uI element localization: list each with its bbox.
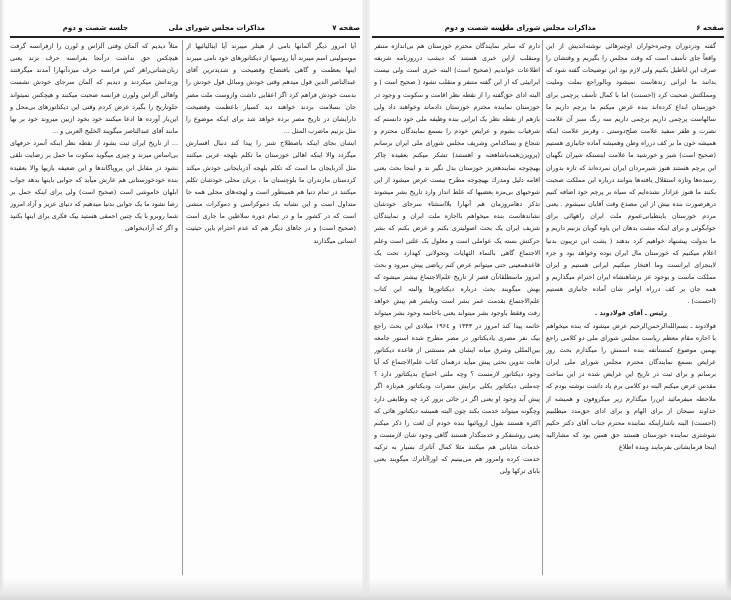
text-column-left xyxy=(374,40,540,575)
page-number: صفحه ۷ xyxy=(332,24,360,32)
session-title: جلسه شصت و دوم xyxy=(62,24,128,32)
scan-bottom-shadow xyxy=(0,578,731,600)
paragraph: آیا امروز دیگر آلمانها نامی از هیتلر میبرند آیا ایتالیائیها از موسولینی اسم میبرند آیا روسیها از دیکتاتورهای خود نامی میبرند اینها بعظمت و گاهی بافتضاح وفضیحت و شدیدترین آقای عبدالناصر الدین قول میدهم وقتی خودش وسائل قول خودش را بدست خودش فراهم کرد اگر اعقابی داشت وازوست ملت مصر جان بسلامت بردند خواهند دید کسیار باعظمت وفضیحت دارایشان در تاریخ مصر برده خواهد شد برای اینکه موضوع را مثل بزنیم ماضرب المثل ... xyxy=(186,42,356,136)
page-edge-right xyxy=(725,0,731,600)
header-rule xyxy=(10,36,360,38)
text-column-right xyxy=(186,40,356,575)
session-title: جلسه شصت و دوم xyxy=(444,24,510,32)
speaker-heading: رئیس ـ آقای فولادوند . xyxy=(594,309,668,318)
paragraph: گفته ودردوران وجیره‌خواران اوچیزهائی نوشته‌اندیش از این واقعاً جای تأسف است که وقت مجلس را بگیریم و وقتشان را صرف این اباطیل بکنیم ولی لازم بود این توضیحات گفته شود که بدانند ما ایرانی زندهاست نمیشود وبالوراجع بملت وملیت ومملکتش صحبت کرد (احسنت) اما با کمال تأسف پرچمی برای خوزستان ابداع کرده‌اند بنده عرض میکنم ما پرچم داریم ما سالهاست پرچمی داریم پرچمی داریم سه رنگ سبز آن علامت نصرت و ظفر سفید علامت صلح‌دوستی ، وقرمز علامت اینکه همیشه خون ما بر کف درراه وطن وهمیشه آماده جانبازی هستیم (صحیح است) شیر و خورشید ما علامت اینستکه شیران نگهبان این پرچم هستند هنوز شیرمردان ایران نمرده‌اند که تازه بدوران رسیده‌ها وتازه استقلال یافته‌ها بتوانند درباره این مملکت صحبت بکنند ما هنوز عزادار نشده‌ایم که سیاه بر پرچم خود اضافه کنیم درهرصورت بنده بیش از این مصدع وقت آقایان نمیشوم . یعنی مردم خوزستان باینطیانی‌عموم ملت ایران راههائی برای جوابگوئی و برای اینکه مشت بدهان این یاوه گویان بزنیم داریم و ما بدولت پیشنهاد خواهیم کرد بدهند ( یشت این تریبون بدنیا اعلام میکنیم که خوزستان مال ایران بوده وخواهد بود و جزء لاینجزای ایرانست وما افتخار میکنیم ایرانی هستیم و ایران مملکت ماست و بوجود عز بزشاهنشاه ایران احترام میگذاریم و همه جان بر کف درراه اوامر شان آماده جانبازی هستیم (احسنت) . xyxy=(546,42,716,306)
header-rule xyxy=(372,36,724,38)
text-column-right xyxy=(546,40,716,575)
column-divider xyxy=(182,40,183,575)
paragraph: مثلاً دیدیم که آلمان وقتی آلزاس و لورن را ازفرانسه گرفت هیچکس حق نداشت درآنجا بفرانسه حرف بزند یعنی زبان‌شناتی‌راهر کس فرانسه حرف میزدآنهارا آمدند میگرفتند وزندانش میکردند و دیدیم که آلمان سرجای خودش نشست واهالی آلزاس ولورن فرانسه صحبت میکنند و هیچکس نمیتواند جلوتاریخ را بگیرد عرض کردم وقتی این دیکتاتورهای بی‌محل و این‌بار آورده ها ادعا میکنند خود بخود ازبین میروند خود بر بها مانند آقای عبدالناصر میگویند الخلیج العربی و ... xyxy=(10,42,178,136)
text-column-left xyxy=(10,40,178,575)
page-header xyxy=(372,24,724,38)
page-6 xyxy=(366,0,731,600)
page-number: صفحه ۶ xyxy=(696,24,724,32)
page-header xyxy=(10,24,360,38)
paragraph: ... از تاریخ ایران ثبت بشود از نقطه نظر اینکه آنمرد حرفهای بی‌اساس میزند و چیزی میگوید سکوت ما حمل بر رضایت تلقی نشود در مقابل این پروپاگاندها و این ضعیفه بازیها والا بعقیده بنده خودخوزستانی هم عارش میآید که جوابی باینها بدهد جواب ابلهان خاموشی است (صحیح است) ولی برای اینکه حمل بر رضا نشود ما یک جوابی بدنیا میدهیم که دنیای عزیز و آزاد امروز شما روبرو با یک چنین احمقی هستید بیک فکری برای اینها بکنید و اگر که آزادیخواهی xyxy=(10,139,178,233)
paragraph: فولادوند ـ بسم‌الله‌الرحمن‌الرحیم عرض میشود که بنده میخواهم با اجازه مقام معظم ریاست مجلس شورای ملی دو کلامی راجع بهمین موضوع کمستأنفه بنده اسمش را میگذارم بحث روز عرایض بسمع نمایندگان محترم مجلس شورای ملی ایران برسانم و برای ثبت در تاریخ این عرایض شده در این ساحت مقدس عرض میکنم البته دو کلامی برم یاد داشت نوشته بودم که ملاحظه میفرمائید این‌را میگذارم زیر میکروفون و همیشه از خداوند سبحان از برای الهام و برای ادای حق‌مدد میطلبیم (احسنت) البته باشاراینکه نماینده محترم جناب آقای دکتر حکیم شوشتری نماینده خوزستان هستند حق همین بود که مشارالیه اینجا فرمایشاتی بفرمایند وبنده اطلاع xyxy=(546,321,716,452)
column-divider xyxy=(542,40,543,575)
paragraph: دارم که سایر نمایندگان محترم خوزستان هم بی‌اندازه متنفر ومنقلب ازاین خبری هستند که دیشب درروزنامه شریفه اطلاعات خواندیم (صحیح است) البته خبری است ولی نیست ایرانیئی که از این گفته متنفر و منقلب نشود ( صحیح است ) و البته ادای حق‌گفته را از نقطه نظر اقامت و سکونت و وجود در خوزستان نماینده محترم خوزستان دادماند وخواهند داد ولی بازهم از نقطه نظر یک ایرانی بنده وظیفه ملی خود دانستم که شرفیاب بشوم و عرایض خودم را بسمع نمایندگان محترم و شجاع و یساکدامن وشریف مجلس شورای ملی ایران برسانم (پرویز‌ن‌همه‌باشاهعنه و اهستند) تشکر میکنم بعقیده چاکر بهیچوجه نمایندهعزیز خوزستان بدل نگیر ند و اینجا بحث یعنی اقامه دلیل ومدرك بهیچوجه مطرح نیست عرض میشود از این شوخیهای بی‌مزه بعضیها که غلط انداز وارد تاریخ بشر میشوند تذکر دهامروزمان هم آنهارا بلااستثناء سرجای خودشان نشاندهاست بنده میخواهم بااجازه ملت ایران و نمایندگان شریف ایران یک بحث اصولیتری بکنم و عرض بکنم که بشر حرکتش بسته یک عواملی است و معلول یک علتی است وعلم الاجتماع گاهی بالنماء الثهایات وتحولاتی کهدارد تحت یک قاعدهمعینی حتی میتوانم عرض کنم ریاضی پیش میرود و بحث امروز ماسطلقانآن قصر از تاریخ علم‌الاجتماع بیشتر میشود که بهش میگویند بحث درباره دیکتاتورها والبته این کتاب علم‌الاجتماع بقدمت عمر بشر است وبایشر هم پیش خواهد رفت وفقط باوجود بشر میتواند یعنی باخاتمه وجود بشر میتواند خاتمه پیدا کند امروز در ۱۳۴۳ و ۱۹۶٤ میلادی این بحث راجع بیک نفر مصری یادیکتاتور در مصر مطرح شده استور جامعه بین‌المللی وشرق میانه ایشان هم مستثنی از قاعده دیکتاتور هابت تدوین بحثی پیش میآید درهمان کتاب علم‌الاجتماع که آیا وجود دیکتاتور لازمست ؟ وچه ملتی احتیاج بدیکتاتور دارد ؟ چه‌ملتی دیکتاتور بکلی برایش مضرات ودیکتاتور هم‌تازه اگر پیش آید وجود او یعنی اگر در جائی بروز کرد چه وظایفی دارد وچگونه میتواند خدمت بکند چون البته همیشه دیکتاتور هائی که اکثره هستند بقول اروپائیها بنده خودم آن لغت را ذکر میکنم یعنی روشنفکر و خدمتگذار هستند گاهی وجود شان لازمست و خدمات شایانی هم میکنند مثلا کمال آتاترك بسیار به ترکیه خدمت کرده وامروز هم می‌بینیم که اوراآتاترك میگویند یعنی بابای ترکها ولی xyxy=(374,42,540,476)
journal-title: مذاکرات مجلس شورای ملی xyxy=(168,24,265,32)
journal-title: مذاکرات مجلس شورای ملی xyxy=(499,24,596,32)
paragraph: ایشان بجای اینکه باصطلاح شتر را پیدا کند دنبال افسارش میگردد والا اینکه اهالی خوزستان ما تکلم بلهجه عربی میکنند مثل آذربایجان ما است که تکلم بلهجه آذربایجانی خودش میکند کردستان مازندران ما بلوچستان ما ، بزبان محلی خودشان تکلم میکنند در تمام دنیا هم همینطور است و لهجه‌های محلی همه جا متداول است و این نشانه یک دموکراسی و دموکرات منشی است که در کشور ما و در تمام دوره سلاطین ما جاری است (صحیح است) و در جاهای دیگر هم که عدم احترام باین حیثیت انسانی میگذارند xyxy=(186,139,356,245)
